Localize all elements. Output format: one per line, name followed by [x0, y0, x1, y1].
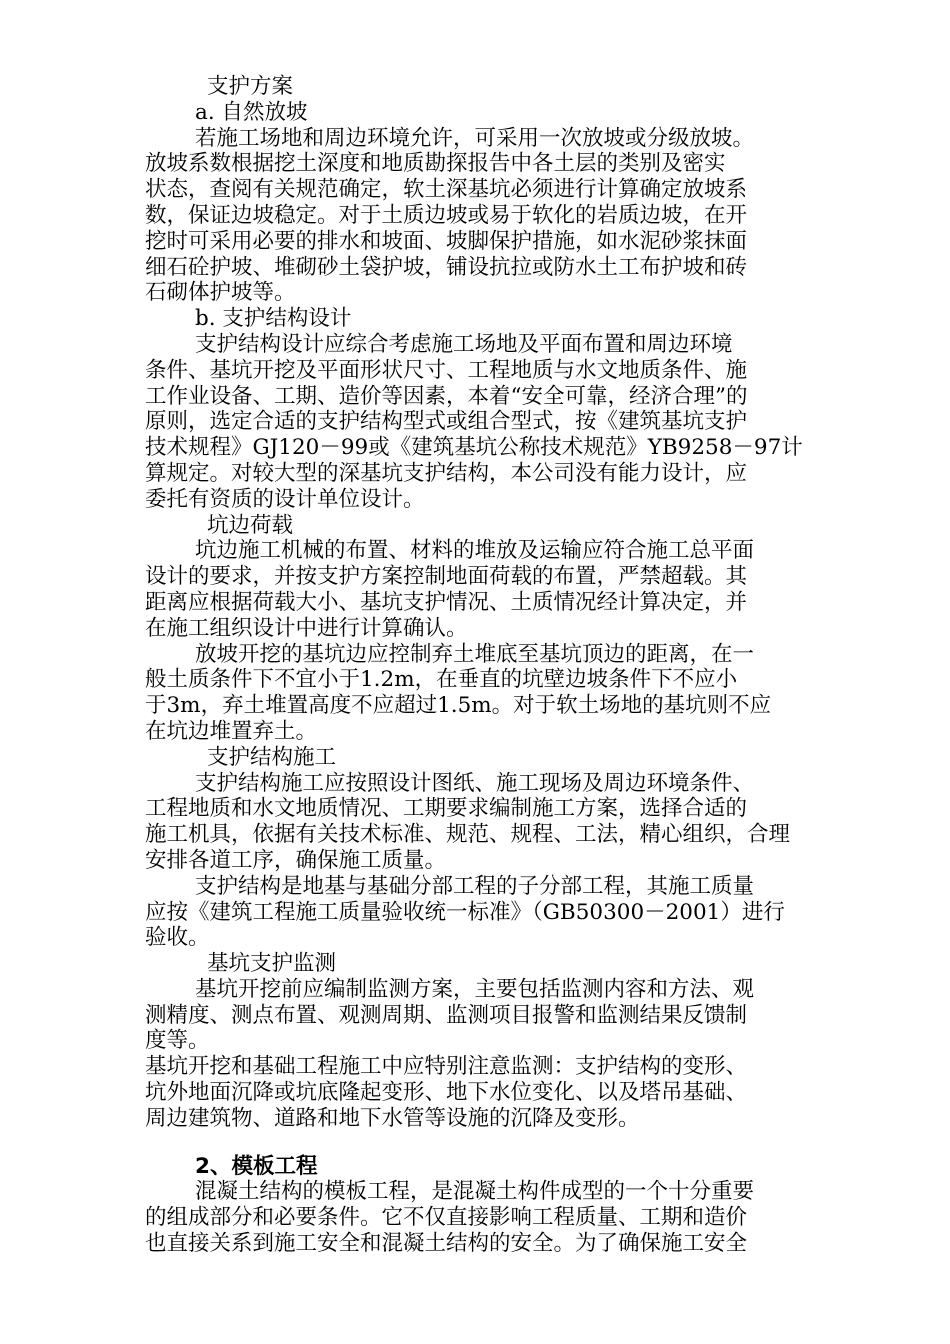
text-line: 算规定。对较大型的深基坑支护结构，本公司没有能力设计，应 — [145, 460, 748, 486]
text-line: 基坑开挖前应编制监测方案，主要包括监测内容和方法、观 — [195, 976, 755, 1002]
text-line: 原则，选定合适的支护结构型式或组合型式，按《建筑基坑支护 — [145, 409, 748, 435]
text-line: 距离应根据荷载大小、基坑支护情况、土质情况经计算决定，并 — [145, 589, 748, 615]
text-line: 般土质条件下不宜小于1.2m，在垂直的坑壁边坡条件下不应小 — [145, 667, 738, 693]
text-line: 支护结构设计应综合考虑施工场地及平面布置和周边环境 — [195, 331, 733, 357]
text-line: 工作业设备、工期、造价等因素，本着“安全可靠，经济合理”的 — [145, 383, 748, 409]
subheading-line: 基坑支护监测 — [207, 951, 337, 977]
text-line: 技术规程》GJ120－99或《建筑基坑公称技术规范》YB9258－97计 — [145, 435, 803, 461]
text-line: 度等。 — [145, 1028, 210, 1054]
subheading-line: 支护方案 — [207, 74, 294, 99]
text-line: 在坑边堆置弃土。 — [145, 718, 318, 744]
text-line: 放坡系数根据挖土深度和地质勘探报告中各土层的类别及密实 — [145, 151, 726, 177]
text-line: 测精度、测点布置、观测周期、监测项目报警和监测结果反馈制 — [145, 1002, 748, 1028]
section-heading: 2、模板工程 — [195, 1153, 318, 1179]
subheading-line: 坑边荷载 — [207, 512, 294, 538]
text-line: 坑外地面沉降或坑底隆起变形、地下水位变化、以及塔吊基础、 — [145, 1080, 748, 1106]
text-line: 周边建筑物、道路和地下水管等设施的沉降及变形。 — [145, 1105, 640, 1131]
text-line: 在施工组织设计中进行计算确认。 — [145, 615, 468, 641]
text-line: 的组成部分和必要条件。它不仅直接影响工程质量、工期和造价 — [145, 1205, 748, 1231]
document-page — [145, 74, 810, 1257]
text-line: 石砌体护坡等。 — [145, 280, 296, 306]
text-line: 若施工场地和周边环境允许，可采用一次放坡或分级放坡。 — [195, 125, 755, 151]
text-line: 委托有资质的设计单位设计。 — [145, 486, 425, 512]
blank-line — [145, 1132, 810, 1154]
text-line: 放坡开挖的基坑边应控制弃土堆底至基坑顶边的距离，在一 — [195, 641, 755, 667]
text-line: 混凝土结构的模板工程，是混凝土构件成型的一个十分重要 — [195, 1179, 755, 1205]
subheading-line: b. 支护结构设计 — [195, 306, 352, 332]
text-line: 细石砼护坡、堆砌砂土袋护坡，铺设抗拉或防水土工布护坡和砖 — [145, 254, 748, 280]
text-line: 基坑开挖和基础工程施工中应特别注意监测：支护结构的变形、 — [145, 1054, 748, 1080]
text-line: 也直接关系到施工安全和混凝土结构的安全。为了确保施工安全 — [145, 1231, 748, 1257]
text-line: 支护结构施工应按照设计图纸、施工现场及周边环境条件、 — [195, 770, 755, 796]
text-line: 数，保证边坡稳定。对于土质边坡或易于软化的岩质边坡，在开 — [145, 202, 748, 228]
text-line: 坑边施工机械的布置、材料的堆放及运输应符合施工总平面 — [195, 538, 755, 564]
text-line: 安排各道工序，确保施工质量。 — [145, 847, 447, 873]
text-line: 条件、基坑开挖及平面形状尺寸、工程地质与水文地质条件、施 — [145, 357, 748, 383]
text-line: 挖时可采用必要的排水和坡面、坡脚保护措施，如水泥砂浆抹面 — [145, 228, 748, 254]
text-line: 于3m，弃土堆置高度不应超过1.5m。对于软土场地的基坑则不应 — [145, 693, 772, 719]
subheading-line: 支护结构施工 — [207, 744, 337, 770]
text-line: 状态，查阅有关规范确定，软土深基坑必须进行计算确定放坡系 — [145, 177, 748, 203]
text-line: 应按《建筑工程施工质量验收统一标准》（GB50300－2001）进行 — [145, 899, 785, 925]
text-line: 支护结构是地基与基础分部工程的子分部工程，其施工质量 — [195, 873, 755, 899]
text-line: 施工机具，依据有关技术标准、规范、规程、工法，精心组织，合理 — [145, 822, 791, 848]
text-line: 设计的要求，并按支护方案控制地面荷载的布置，严禁超载。其 — [145, 564, 748, 590]
text-line: 验收。 — [145, 925, 210, 951]
text-line: 工程地质和水文地质情况、工期要求编制施工方案，选择合适的 — [145, 796, 748, 822]
subheading-line: a. 自然放坡 — [195, 99, 308, 125]
